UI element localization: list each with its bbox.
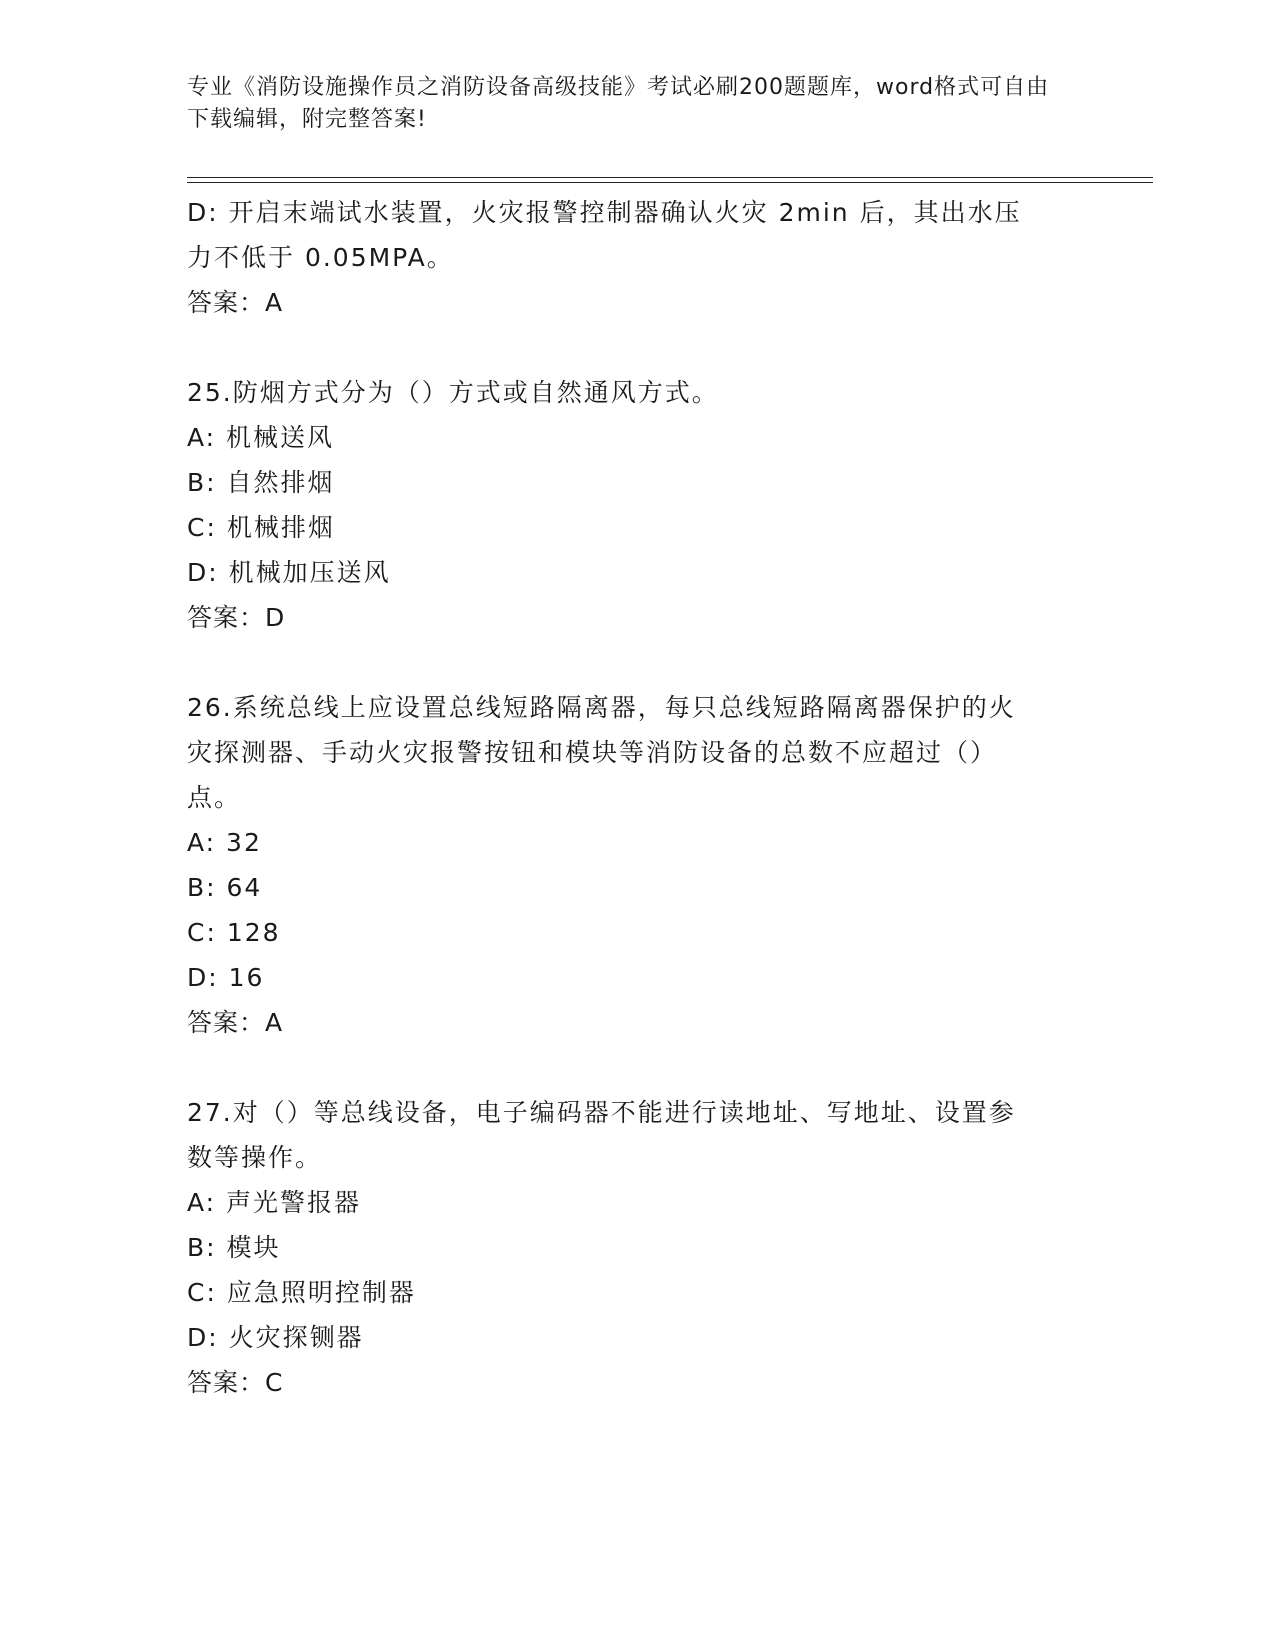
question-25 bbox=[187, 370, 1087, 640]
question-stem-line-2: 灾探测器、手动火灾报警按钮和模块等消防设备的总数不应超过（） bbox=[187, 738, 998, 767]
option-c: C: 128 bbox=[187, 918, 281, 947]
option-d-line-1: D: 开启末端试水装置，火灾报警控制器确认火灾 2min 后，其出水压 bbox=[187, 198, 1022, 227]
option-d: D: 机械加压送风 bbox=[187, 558, 391, 587]
question-stem: 25.防烟方式分为（）方式或自然通风方式。 bbox=[187, 378, 719, 407]
answer: 答案：A bbox=[187, 288, 284, 317]
option-c: C: 应急照明控制器 bbox=[187, 1278, 416, 1307]
answer: 答案：C bbox=[187, 1368, 284, 1397]
option-a: A: 声光警报器 bbox=[187, 1188, 362, 1217]
option-a: A: 32 bbox=[187, 828, 262, 857]
option-c: C: 机械排烟 bbox=[187, 513, 335, 542]
question-stem-line-1: 27.对（）等总线设备，电子编码器不能进行读地址、写地址、设置参 bbox=[187, 1098, 1016, 1127]
option-d-line-2: 力不低于 0.05MPA。 bbox=[187, 243, 454, 272]
answer: 答案：A bbox=[187, 1008, 284, 1037]
spacer bbox=[187, 640, 1087, 685]
question-27 bbox=[187, 1090, 1087, 1405]
spacer bbox=[187, 325, 1087, 370]
question-stem-line-1: 26.系统总线上应设置总线短路隔离器，每只总线短路隔离器保护的火 bbox=[187, 693, 1016, 722]
option-b: B: 64 bbox=[187, 873, 263, 902]
option-b: B: 模块 bbox=[187, 1233, 281, 1262]
question-stem-line-2: 数等操作。 bbox=[187, 1143, 323, 1172]
question-26 bbox=[187, 685, 1087, 1045]
spacer bbox=[187, 1045, 1087, 1090]
document-header: 专业《消防设施操作员之消防设备高级技能》考试必刷200题题库，word格式可自由下载编辑，附完整答案! bbox=[187, 75, 1050, 132]
question-stem-line-3: 点。 bbox=[187, 783, 242, 812]
option-b: B: 自然排烟 bbox=[187, 468, 335, 497]
header-divider-bottom bbox=[187, 182, 1153, 183]
option-a: A: 机械送风 bbox=[187, 423, 335, 452]
option-d: D: 火灾探铡器 bbox=[187, 1323, 364, 1352]
option-d: D: 16 bbox=[187, 963, 265, 992]
header-divider-top bbox=[187, 177, 1153, 178]
document-body bbox=[187, 190, 1087, 1405]
answer: 答案：D bbox=[187, 603, 286, 632]
carryover-question bbox=[187, 190, 1087, 325]
